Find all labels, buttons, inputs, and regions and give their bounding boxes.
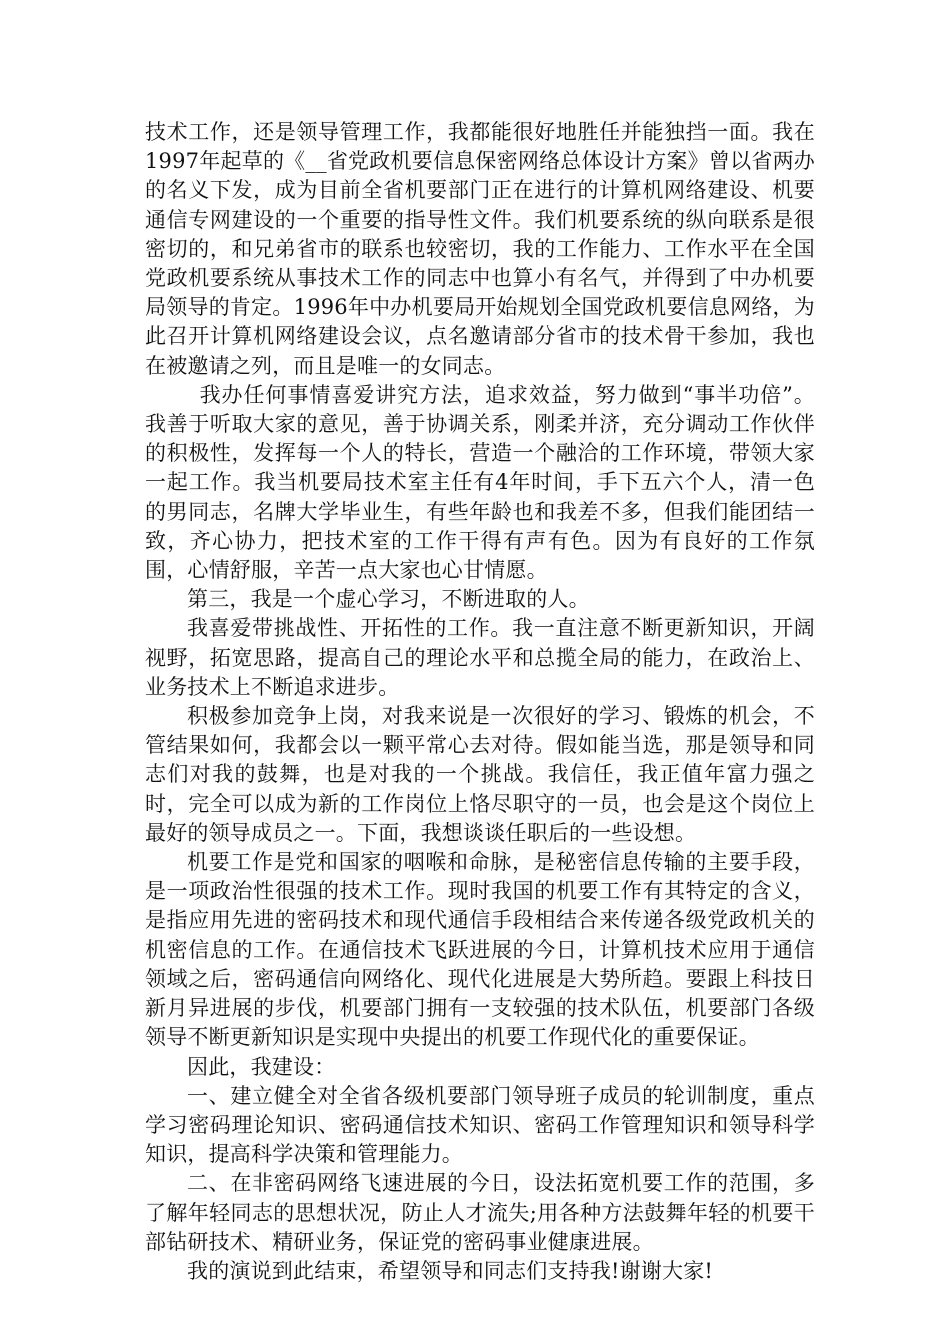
paragraph-closing: 我的演说到此结束，希望领导和同志们支持我!谢谢大家! xyxy=(187,1258,714,1283)
paragraph-methods: 我办任何事情喜爱讲究方法，追求效益，努力做到“事半功倍”。我善于听取大家的意见，善于协调关系，刚柔并济，充分调动工作伙伴的积极性，发挥每一个人的特长，营造一个融洽的工作环境，带领大家一起工作。我当机要局技术室主任有4年时间，手下五六个人，清一色的男同志，名牌大学毕业生，有些年龄也和我差不多，但我们能团结一致，齐心协力，把技术室的工作干得有声有色。因为有良好的工作氛围，心情舒服，辛苦一点大家也心甘情愿。 xyxy=(145,382,815,583)
paragraph-competition: 积极参加竞争上岗，对我来说是一次很好的学习、锻炼的机会，不管结果如何，我都会以一颗平常心去对待。假如能当选，那是领导和同志们对我的鼓舞，也是对我的一个挑战。我信任，我正值年富力强之时，完全可以成为新的工作岗位上恪尽职守的一员，也会是这个岗位上最好的领导成员之一。下面，我想谈谈任职后的一些设想。 xyxy=(145,704,815,845)
paragraph-suggestion-two: 二、在非密码网络飞速进展的今日，设法拓宽机要工作的范围，多了解年轻同志的思想状况，防止人才流失;用各种方法鼓舞年轻的机要干部钻研技术、精研业务，保证党的密码事业健康进展。 xyxy=(145,1171,815,1254)
paragraph-suggestion-intro: 因此，我建设： xyxy=(187,1054,336,1079)
document-body xyxy=(145,118,815,1286)
paragraph-technical-work: 技术工作，还是领导管理工作，我都能很好地胜任并能独挡一面。我在1997年起草的《__省党政机要信息保密网络总体设计方案》曾以省两办的名义下发，成为目前全省机要部门正在进行的计算机网络建设、机要通信专网建设的一个重要的指导性文件。我们机要系统的纵向联系是很密切的，和兄弟省市的联系也较密切，我的工作能力、工作水平在全国党政机要系统从事技术工作的同志中也算小有名气，并得到了中办机要局领导的肯定。1996年中办机要局开始规划全国党政机要信息网络，为此召开计算机网络建设会议，点名邀请部分省市的技术骨干参加，我也在被邀请之列，而且是唯一的女同志。 xyxy=(145,120,815,378)
paragraph-third-point: 第三，我是一个虚心学习，不断进取的人。 xyxy=(187,587,590,612)
paragraph-confidential-work: 机要工作是党和国家的咽喉和命脉，是秘密信息传输的主要手段，是一项政治性很强的技术工作。现时我国的机要工作有其特定的含义，是指应用先进的密码技术和现代通信手段相结合来传递各级党政机关的机密信息的工作。在通信技术飞跃进展的今日，计算机技术应用于通信领域之后，密码通信向网络化、现代化进展是大势所趋。要跟上科技日新月异进展的步伐，机要部门拥有一支较强的技术队伍，机要部门各级领导不断更新知识是实现中央提出的机要工作现代化的重要保证。 xyxy=(145,850,815,1050)
paragraph-challenge: 我喜爱带挑战性、开拓性的工作。我一直注意不断更新知识，开阔视野，拓宽思路，提高自己的理论水平和总揽全局的能力，在政治上、业务技术上不断追求进步。 xyxy=(145,616,815,699)
paragraph-suggestion-one: 一、建立健全对全省各级机要部门领导班子成员的轮训制度，重点学习密码理论知识、密码通信技术知识、密码工作管理知识和领导科学知识，提高科学决策和管理能力。 xyxy=(145,1083,815,1167)
